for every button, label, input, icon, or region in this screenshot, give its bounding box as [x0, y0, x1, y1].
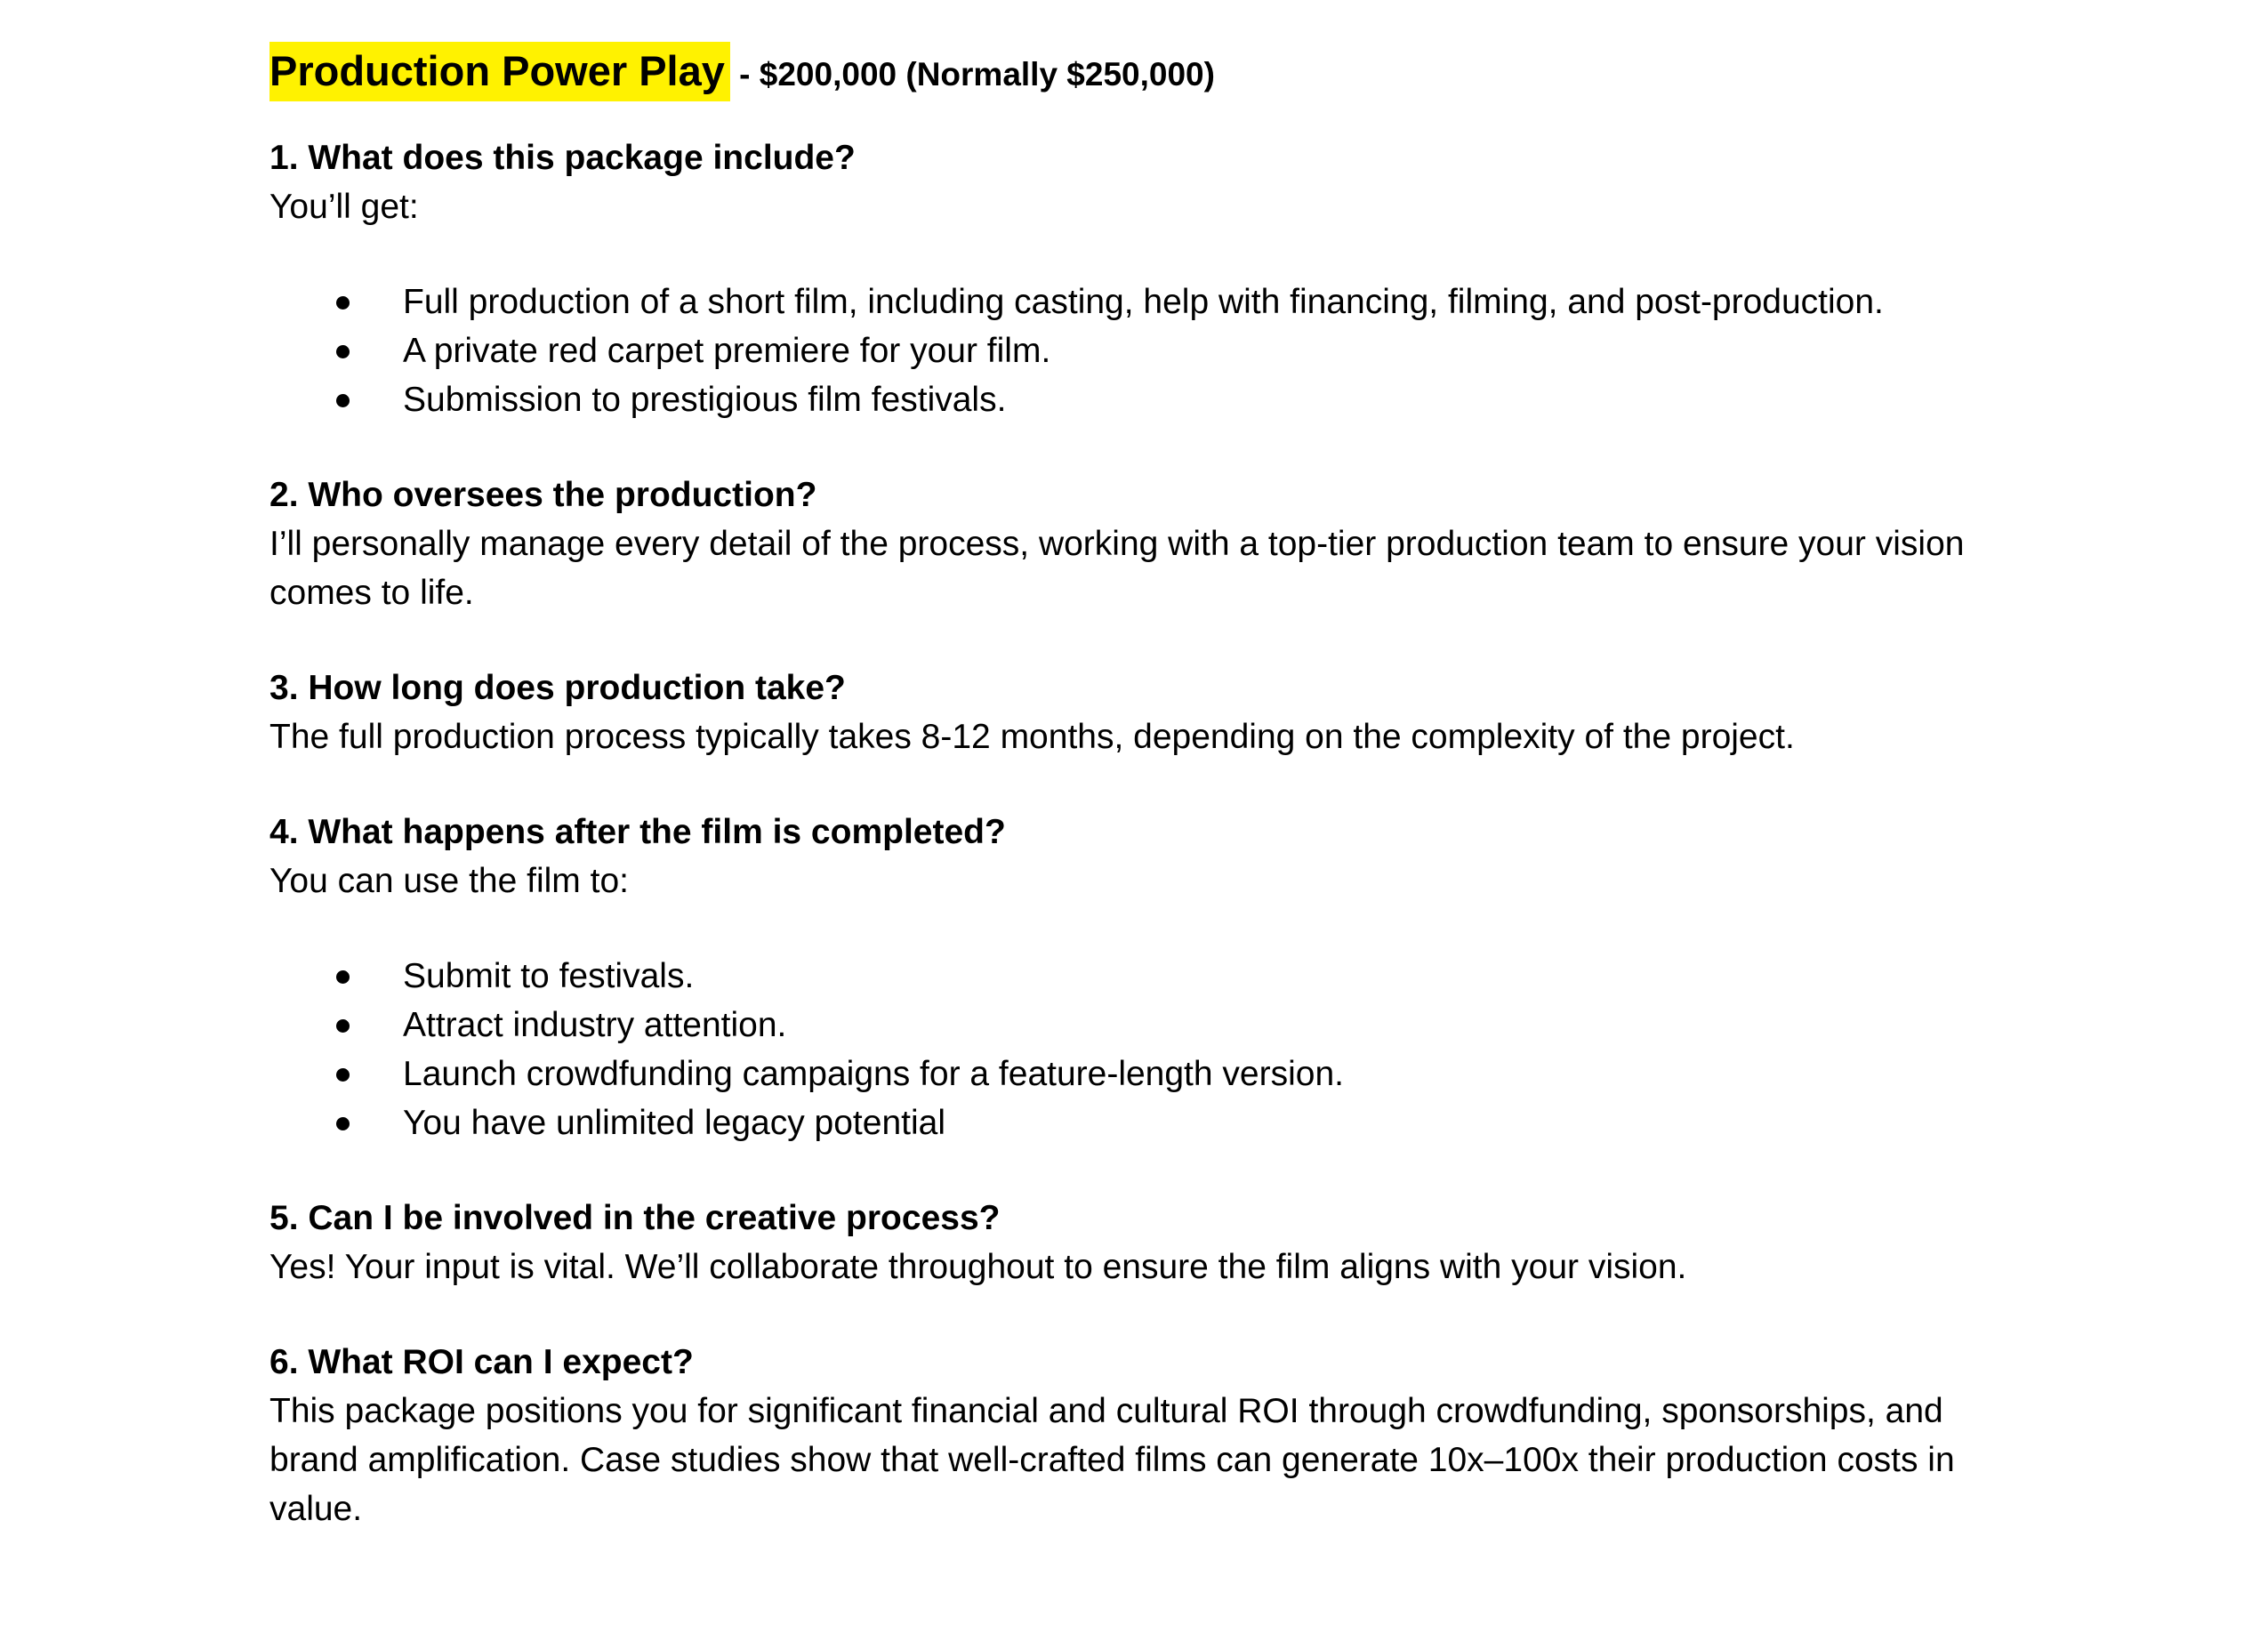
- answer-6: This package positions you for significant financial and cultural ROI through crowdfunding, sponsorships, and brand amplification. Case studies show that well-crafted films can generate 10x–100x their production costs in value.: [269, 1392, 1955, 1528]
- package-includes-list: [269, 278, 2048, 424]
- list-item: Launch crowdfunding campaigns for a feature-length version.: [269, 1050, 2048, 1098]
- answer-5: Yes! Your input is vital. We’ll collaborate throughout to ensure the film aligns with your vision.: [269, 1248, 1687, 1286]
- answer-3: The full production process typically takes 8-12 months, depending on the complexity of the project.: [269, 718, 1795, 756]
- package-title: [269, 36, 2048, 107]
- answer-4: You can use the film to:: [269, 862, 629, 900]
- list-item: Submit to festivals.: [269, 952, 2048, 1001]
- document-page: [269, 36, 2048, 1533]
- package-name-highlight: Production Power Play: [269, 42, 730, 101]
- answer-2: I’ll personally manage every detail of the process, working with a top-tier production team to ensure your vision comes to life.: [269, 525, 1965, 612]
- question-2: 2. Who oversees the production?: [269, 476, 817, 514]
- bullet-icon: [336, 1117, 350, 1130]
- bullet-icon: [336, 296, 350, 310]
- question-5: 5. Can I be involved in the creative process?: [269, 1199, 1001, 1237]
- question-6: 6. What ROI can I expect?: [269, 1343, 694, 1381]
- bullet-icon: [336, 1019, 350, 1033]
- film-uses-list: [269, 952, 2048, 1147]
- list-item: Full production of a short film, including casting, help with financing, filming, and post-production.: [269, 278, 2048, 326]
- list-item: A private red carpet premiere for your film.: [269, 326, 2048, 375]
- list-item: Submission to prestigious film festivals.: [269, 375, 2048, 424]
- question-3: 3. How long does production take?: [269, 669, 846, 707]
- list-item: Attract industry attention.: [269, 1001, 2048, 1050]
- bullet-icon: [336, 1068, 350, 1082]
- bullet-icon: [336, 394, 350, 407]
- answer-1: You’ll get:: [269, 188, 419, 226]
- bullet-icon: [336, 970, 350, 984]
- bullet-icon: [336, 345, 350, 358]
- question-1: 1. What does this package include?: [269, 139, 856, 177]
- package-price: - $200,000 (Normally $250,000): [729, 56, 1215, 93]
- question-4: 4. What happens after the film is completed?: [269, 813, 1006, 851]
- list-item: You have unlimited legacy potential: [269, 1098, 2048, 1147]
